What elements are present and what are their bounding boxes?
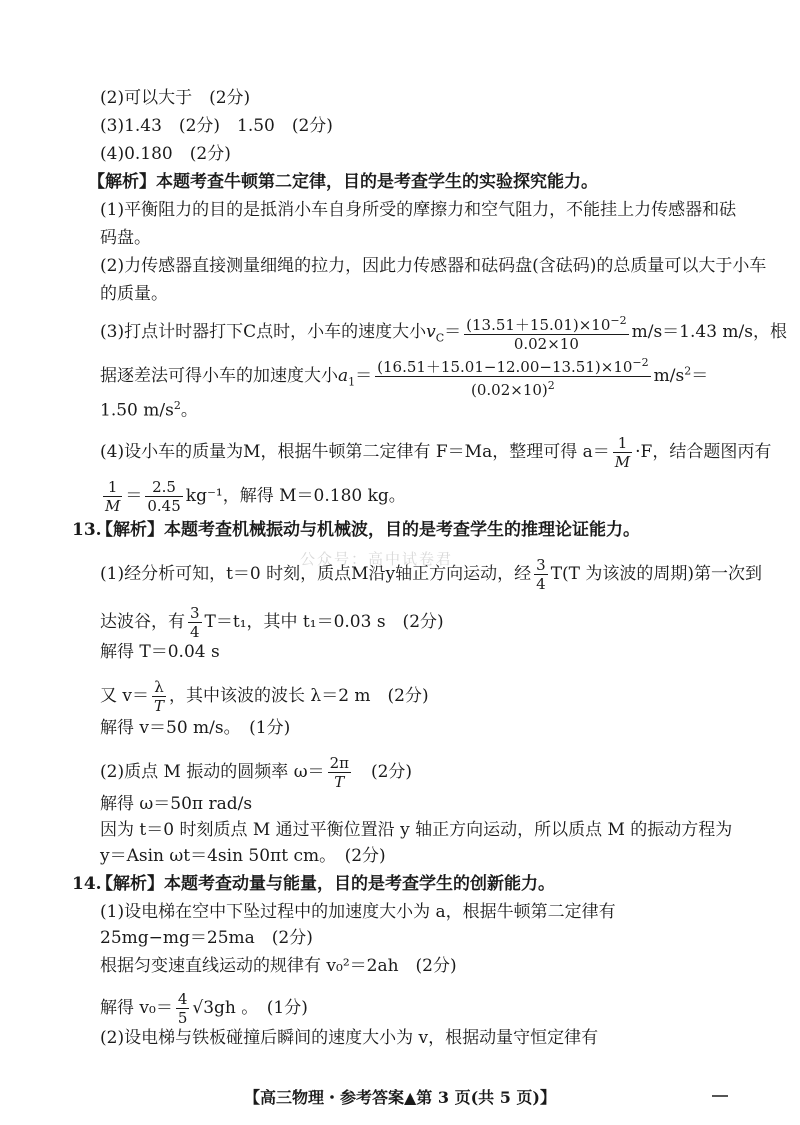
q12-p2-line2: 的质量。	[100, 284, 168, 304]
q13-p1-pre: (1)经分析可知，t＝0 时刻，质点M沿y轴正方向运动，经	[100, 564, 532, 584]
q12-p4-frac-num: 1	[613, 434, 632, 453]
q13-number: 13.	[72, 520, 102, 540]
q13-p1-frac-num: 3	[536, 556, 546, 574]
q12-p3-frac-num: (13.51＋15.01)×10	[466, 316, 611, 334]
q13-p5-pre: (2)质点 M 振动的圆频率 ω＝	[100, 762, 325, 782]
q12-p3-frac-den: 0.02×10	[513, 335, 579, 353]
q12-p3-vc: v	[426, 322, 436, 342]
q12-p4b-frac1-den: M	[105, 497, 121, 515]
q12-p4b	[100, 478, 730, 515]
q12-p4-frac-den: M	[614, 453, 631, 471]
q14-p2: 25mg−mg＝25ma (2分)	[100, 928, 313, 948]
q14-p5: (2)设电梯与铁板碰撞后瞬间的速度大小为 v，根据动量守恒定律有	[100, 1028, 599, 1048]
q12-p3b-tail: ＝	[691, 366, 709, 386]
q13-p1b-pre: 达波谷，有	[100, 612, 185, 632]
q13-p5-fraction	[328, 754, 351, 791]
q12-p3b-fraction	[375, 354, 650, 399]
q14-p4-pre: 解得 v₀＝	[100, 998, 173, 1018]
q13-p1b	[100, 604, 730, 641]
q13-p7: 因为 t＝0 时刻质点 M 通过平衡位置沿 y 轴正方向运动，所以质点 M 的振动方程为	[100, 820, 733, 840]
q14-p1: (1)设电梯在空中下坠过程中的加速度大小为 a，根据牛顿第二定律有	[100, 902, 616, 922]
q12-p3b-post-exp: 2	[684, 364, 692, 378]
q14-p4	[100, 990, 730, 1027]
watermark: 公众号：高中试卷君	[300, 550, 454, 568]
q12-p1-line2: 码盘。	[100, 228, 151, 248]
q12-p3-velocity	[100, 312, 787, 353]
q12-p3b-frac-num-exp: −2	[632, 356, 649, 369]
q12-p3-pre: (3)打点计时器打下C点时，小车的速度大小	[100, 322, 427, 342]
answer-2: (2)可以大于 (2分)	[100, 88, 251, 108]
q12-p3-vc-sub: C	[435, 331, 445, 345]
q13-p3-frac-den: T	[154, 697, 165, 715]
q13-p5	[100, 754, 730, 791]
q12-p4b-frac1	[103, 478, 122, 515]
q12-p4b-frac2	[145, 478, 182, 515]
q14-number: 14.	[72, 874, 102, 894]
q14-p3: 根据匀变速直线运动的规律有 v₀²＝2ah (2分)	[100, 956, 457, 976]
answer-3: (3)1.43 (2分) 1.50 (2分)	[100, 116, 333, 136]
q13-p3-post: ，其中该波的波长 λ＝2 m (2分)	[169, 686, 429, 706]
q12-p3b-a-sub: 1	[348, 375, 356, 389]
q12-p4-pre: (4)设小车的质量为M，根据牛顿第二定律有 F＝Ma，整理可得 a＝	[100, 442, 610, 462]
q12-p4b-eq: ＝	[125, 486, 143, 506]
q13-p1b-post: T＝t₁，其中 t₁＝0.03 s (2分)	[204, 612, 444, 632]
q13-p3	[100, 678, 730, 715]
q12-p3-result	[100, 394, 730, 423]
q12-p3b-eq: ＝	[355, 366, 373, 386]
q12-p1-line1: (1)平衡阻力的目的是抵消小车自身所受的摩擦力和空气阻力，不能挂上力传感器和砝	[100, 200, 737, 220]
q12-p3b-frac-den: (0.02×10)	[471, 381, 548, 399]
q14-p4-fraction	[176, 990, 190, 1027]
q14-p4-post: √3gh 。 (1分)	[192, 998, 308, 1018]
q12-p3c: 1.50 m/s	[100, 400, 174, 421]
q12-p3b-pre: 据逐差法可得小车的加速度大小	[100, 366, 338, 386]
q12-p3b-frac-den-exp: 2	[547, 379, 555, 392]
q13-p5-post: (2分)	[353, 762, 413, 782]
q12-p4b-frac2-num: 2.5	[145, 478, 182, 497]
answer-4: (4)0.180 (2分)	[100, 144, 231, 164]
corner-mark	[712, 1095, 728, 1097]
q13-p1b-frac-den: 4	[190, 623, 200, 641]
q12-p3-frac-exp: −2	[610, 314, 627, 327]
q13-analysis-title: 【解析】本题考查机械振动与机械波，目的是考查学生的推理论证能力。	[96, 520, 640, 540]
q12-p4-fraction	[613, 434, 632, 471]
q13-p5-frac-num: 2π	[329, 754, 349, 772]
q13-p1b-fraction	[188, 604, 202, 641]
q13-p3-pre: 又 v＝	[100, 686, 150, 706]
q14-analysis-title: 【解析】本题考查动量与能量，目的是考查学生的创新能力。	[96, 874, 555, 894]
q12-p4-post: ·F，结合题图丙有	[635, 442, 772, 462]
q12-p3b-post: m/s	[653, 366, 685, 386]
q13-p8: y＝Asin ωt＝4sin 50πt cm。 (2分)	[100, 846, 386, 866]
q13-p4: 解得 v＝50 m/s。 (1分)	[100, 718, 291, 738]
q12-p3-post: m/s＝1.43 m/s，根	[631, 322, 787, 342]
q12-p4b-post: kg⁻¹，解得 M＝0.180 kg。	[185, 486, 406, 506]
q12-p3b-frac-num: (16.51＋15.01−12.00−13.51)×10	[377, 358, 633, 376]
q12-p3-fraction	[464, 312, 628, 353]
q13-p1	[100, 556, 763, 593]
q13-p1-fraction	[534, 556, 548, 593]
q13-p1b-frac-num: 3	[190, 604, 200, 622]
q13-p1-frac-den: 4	[536, 575, 546, 593]
q12-p3b-a: a	[338, 366, 349, 386]
q12-p3c-exp: 2	[173, 399, 181, 412]
q12-p4b-frac1-num: 1	[103, 478, 122, 497]
q12-p3c-end: 。	[180, 400, 198, 421]
q12-p4	[100, 434, 772, 471]
q13-p3-frac-num: λ	[152, 678, 166, 697]
q12-analysis-title: 【解析】本题考查牛顿第二定律，目的是考查学生的实验探究能力。	[88, 172, 598, 192]
q13-p3-fraction	[152, 678, 166, 715]
q12-p3-acceleration	[100, 354, 730, 399]
q14-p4-frac-den: 5	[177, 1009, 188, 1027]
q12-p4b-frac2-den: 0.45	[147, 497, 181, 515]
q12-p2-line1: (2)力传感器直接测量细绳的拉力，因此力传感器和砝码盘(含砝码)的总质量可以大于小车	[100, 256, 767, 276]
page-footer: 【高三物理・参考答案▲第 3 页(共 5 页)】	[244, 1088, 556, 1107]
q13-p2: 解得 T＝0.04 s	[100, 642, 220, 662]
q12-p3-eq: ＝	[444, 322, 462, 342]
q14-p4-frac-num: 4	[177, 990, 188, 1008]
q13-p1-post: T(T 为该波的周期)第一次到	[550, 564, 763, 584]
q13-p5-frac-den: T	[334, 773, 345, 791]
q13-p6: 解得 ω＝50π rad/s	[100, 794, 253, 814]
